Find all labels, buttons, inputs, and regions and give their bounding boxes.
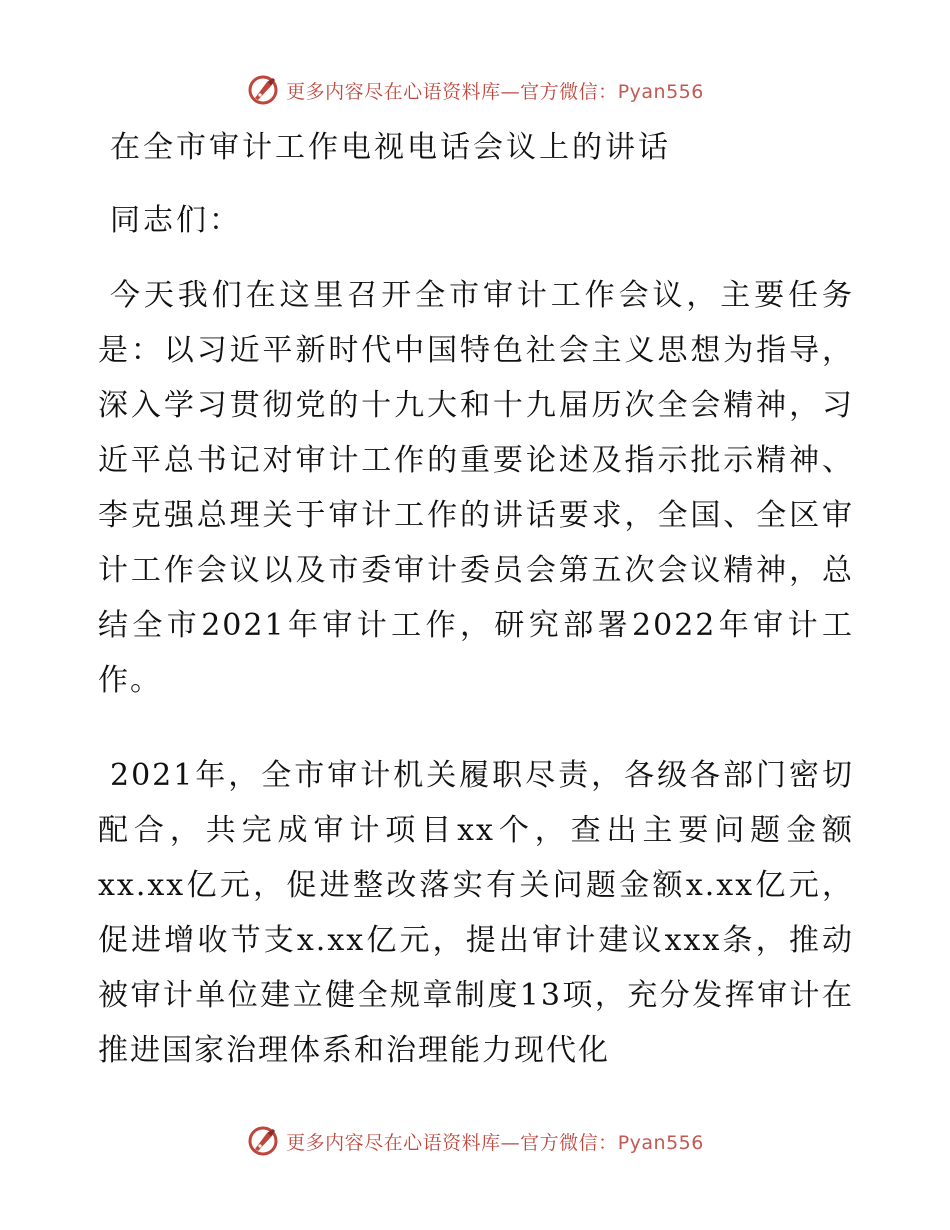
banner-site-text: 更多内容尽在心语资料库	[286, 1131, 501, 1154]
body-paragraph: 2021年，全市审计机关履职尽责，各级各部门密切配合，共完成审计项目xx个，查出主要问题金额xx.xx亿元，促进整改落实有关问题金额x.xx亿元，促进增收节支x.xx亿元，提出审计建议xxx条，推动被审计单位建立健全规章制度13项，充分发挥审计在推进国家治理体系和治理能力现代化	[98, 758, 854, 1068]
banner-text	[286, 77, 704, 104]
banner-text	[286, 1128, 704, 1155]
banner-wechat-id: Pyan556	[617, 1131, 704, 1154]
header-watermark-banner	[0, 70, 950, 110]
banner-dash: —	[500, 80, 521, 103]
banner-inner	[246, 1124, 704, 1158]
pen-nib-logo-icon	[246, 73, 280, 107]
document-title: 在全市审计工作电视电话会议上的讲话	[110, 130, 671, 165]
pen-nib-logo-icon	[246, 1124, 280, 1158]
banner-inner	[246, 73, 704, 107]
footer-watermark-banner	[0, 1121, 950, 1161]
banner-dash: —	[500, 1131, 521, 1154]
body-paragraph: 今天我们在这里召开全市审计工作会议，主要任务是：以习近平新时代中国特色社会主义思想为指导，深入学习贯彻党的十九大和十九届历次全会精神，习近平总书记对审计工作的重要论述及指示批示精神、李克强总理关于审计工作的讲话要求，全国、全区审计工作会议以及市委审计委员会第五次会议精神，总结全市2021年审计工作，研究部署2022年审计工作。	[98, 278, 854, 698]
salutation: 同志们：	[110, 203, 242, 238]
banner-wechat-label: 官方微信：	[520, 1131, 618, 1154]
banner-wechat-id: Pyan556	[617, 80, 704, 103]
banner-site-text: 更多内容尽在心语资料库	[286, 80, 501, 103]
banner-wechat-label: 官方微信：	[520, 80, 618, 103]
